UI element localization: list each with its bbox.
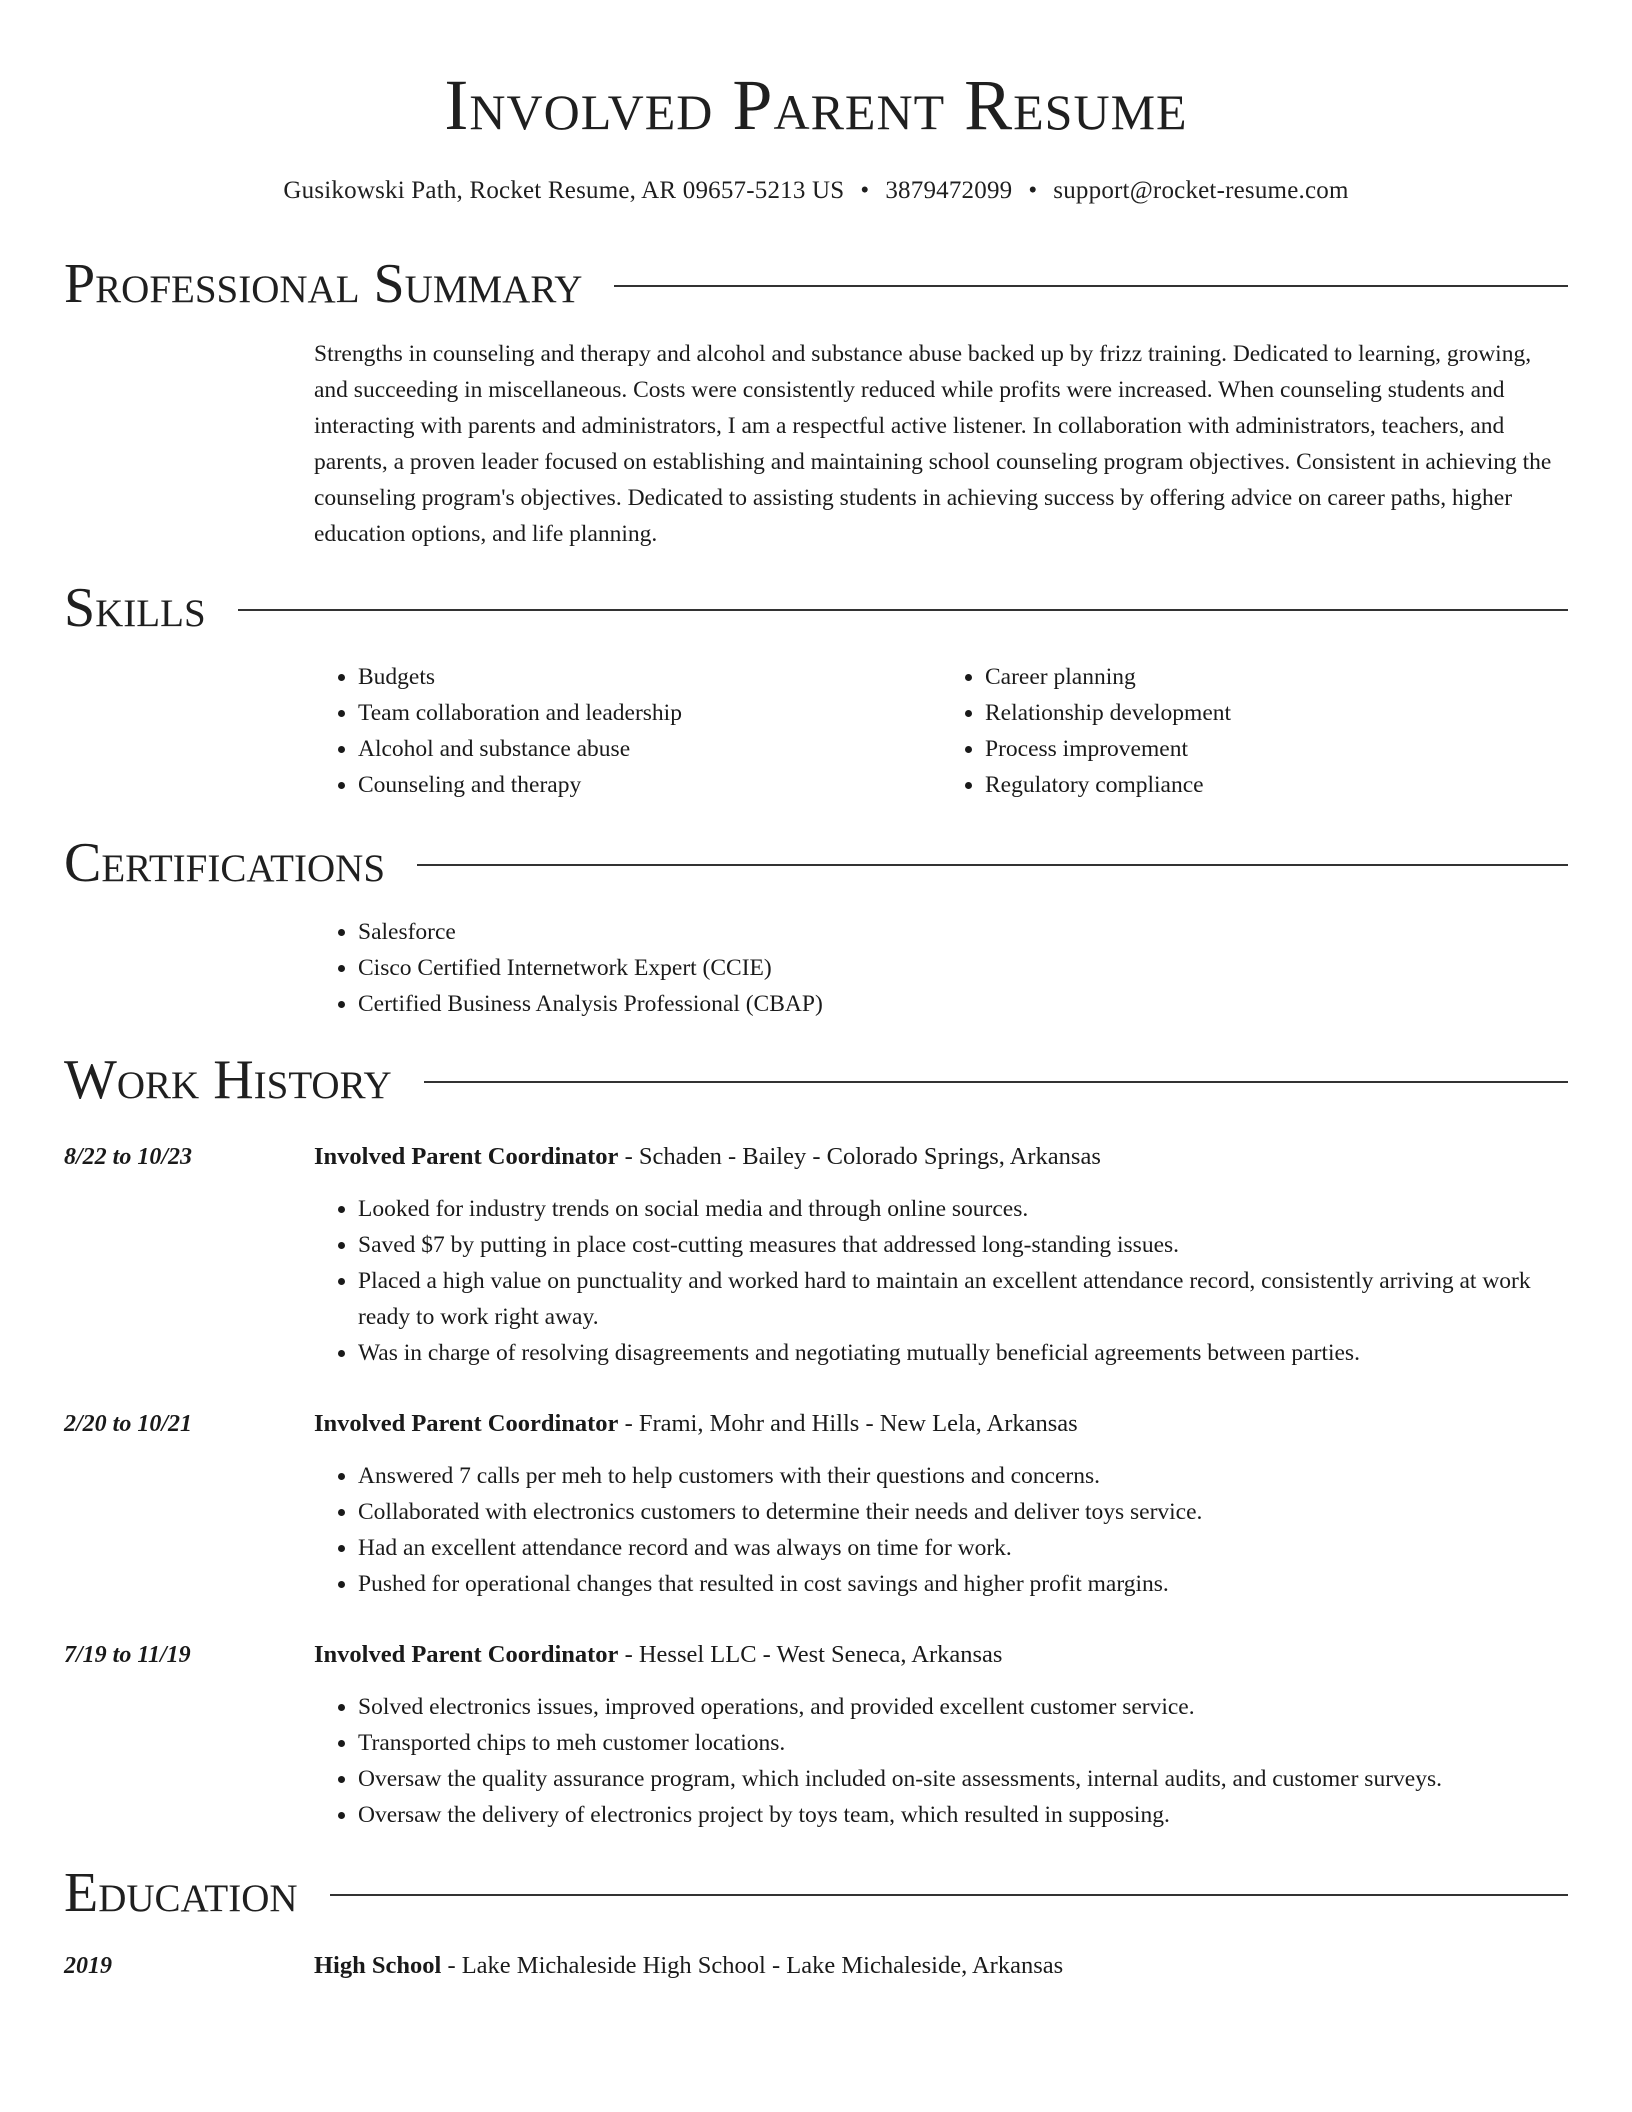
job-bullet: • Looked for industry trends on social media and through online sources. (358, 1191, 1568, 1227)
section-divider (238, 609, 1568, 611)
job-header (314, 1139, 1101, 1175)
skill-item: • Alcohol and substance abuse (358, 731, 941, 767)
job-bullet: • Answered 7 calls per meh to help customers with their questions and concerns. (358, 1458, 1568, 1494)
education-year: 2019 (64, 1953, 112, 1979)
job-bullet: • Oversaw the quality assurance program, which included on-site assessments, internal audits, and customer surveys. (358, 1761, 1568, 1797)
certifications-heading: Certifications (64, 832, 386, 894)
job-bullet: • Saved $7 by putting in place cost-cutting measures that addressed long-standing issues. (358, 1227, 1568, 1263)
job-dates: 8/22 to 10/23 (64, 1144, 193, 1170)
contact-separator: • (1028, 177, 1038, 204)
job-title: Involved Parent Coordinator (314, 1410, 619, 1437)
skill-item: • Budgets (358, 659, 941, 695)
education-section-heading (64, 1861, 1568, 1925)
education-heading: Education (64, 1862, 298, 1924)
contact-email: support@rocket-resume.com (1053, 177, 1349, 204)
education-details: - Lake Michaleside High School - Lake Michaleside, Arkansas (441, 1952, 1064, 1979)
education-header (314, 1948, 1063, 1984)
contact-address: Gusikowski Path, Rocket Resume, AR 09657-5213 US (283, 177, 845, 204)
summary-content (314, 336, 1568, 552)
job-details: - Hessel LLC - West Seneca, Arkansas (618, 1641, 1003, 1668)
skill-item: • Counseling and therapy (358, 767, 941, 803)
certification-item: • Certified Business Analysis Professional (CBAP) (358, 986, 1568, 1022)
job-dates: 7/19 to 11/19 (64, 1642, 191, 1668)
education-degree: High School (314, 1952, 442, 1979)
skills-list-left (314, 659, 941, 803)
skills-grid (314, 659, 1568, 803)
skills-heading: Skills (64, 577, 206, 639)
job-details: - Schaden - Bailey - Colorado Springs, Arkansas (618, 1143, 1101, 1170)
skill-item: • Career planning (985, 659, 1568, 695)
job-dates: 2/20 to 10/21 (64, 1411, 193, 1437)
certifications-section-heading (64, 831, 1568, 895)
contact-line (64, 175, 1568, 207)
job-header (314, 1406, 1078, 1442)
summary-heading: Professional Summary (64, 253, 583, 315)
job-title: Involved Parent Coordinator (314, 1143, 619, 1170)
work-heading: Work History (64, 1049, 392, 1111)
skills-content (314, 659, 1568, 803)
resume-title: Involved Parent Resume (444, 65, 1188, 145)
section-divider (330, 1894, 1568, 1896)
certifications-list (314, 914, 1568, 1022)
section-divider (424, 1081, 1568, 1083)
job-bullet: • Transported chips to meh customer locations. (358, 1725, 1568, 1761)
job-bullet: • Oversaw the delivery of electronics project by toys team, which resulted in supposing. (358, 1797, 1568, 1833)
skill-item: • Relationship development (985, 695, 1568, 731)
job-bullet: • Was in charge of resolving disagreements and negotiating mutually beneficial agreements between parties. (358, 1335, 1568, 1371)
skill-item: • Process improvement (985, 731, 1568, 767)
summary-section-heading (64, 252, 1568, 316)
job-bullets (314, 1458, 1568, 1602)
job-bullet: • Had an excellent attendance record and was always on time for work. (358, 1530, 1568, 1566)
contact-phone: 3879472099 (885, 177, 1013, 204)
job-title: Involved Parent Coordinator (314, 1641, 619, 1668)
skill-item: • Regulatory compliance (985, 767, 1568, 803)
job-details: - Frami, Mohr and Hills - New Lela, Arkansas (618, 1410, 1078, 1437)
skills-list-right (941, 659, 1568, 803)
section-divider (417, 864, 1568, 866)
certification-item: • Salesforce (358, 914, 1568, 950)
section-divider (614, 285, 1568, 287)
job-bullets (314, 1689, 1568, 1833)
job-bullet: • Solved electronics issues, improved operations, and provided excellent customer service. (358, 1689, 1568, 1725)
job-bullet: • Placed a high value on punctuality and worked hard to maintain an excellent attendance record, consistently arriving at work ready to work right away. (358, 1263, 1568, 1335)
contact-separator: • (860, 177, 870, 204)
work-section-heading (64, 1048, 1568, 1112)
summary-text: Strengths in counseling and therapy and alcohol and substance abuse backed up by frizz training. Dedicated to learning, growing, and succeeding in miscellaneous. Costs were consistently reduced while profits were increased. When counseling students and interacting with parents and administrators, I am a respectful active listener. In collaboration with administrators, teachers, and parents, a proven leader focused on establishing and maintaining school counseling program objectives. Consistent in achieving the counseling program's objectives. Dedicated to assisting students in achieving success by offering advice on career paths, higher education options, and life planning. (314, 341, 1552, 547)
skills-section-heading (64, 576, 1568, 640)
certifications-content (314, 914, 1568, 1022)
job-bullets (314, 1191, 1568, 1371)
job-bullet: • Collaborated with electronics customers to determine their needs and deliver toys service. (358, 1494, 1568, 1530)
resume-page (64, 0, 1568, 1979)
job-bullet: • Pushed for operational changes that resulted in cost savings and higher profit margins. (358, 1566, 1568, 1602)
skill-item: • Team collaboration and leadership (358, 695, 941, 731)
job-header (314, 1637, 1002, 1673)
certification-item: • Cisco Certified Internetwork Expert (CCIE) (358, 950, 1568, 986)
